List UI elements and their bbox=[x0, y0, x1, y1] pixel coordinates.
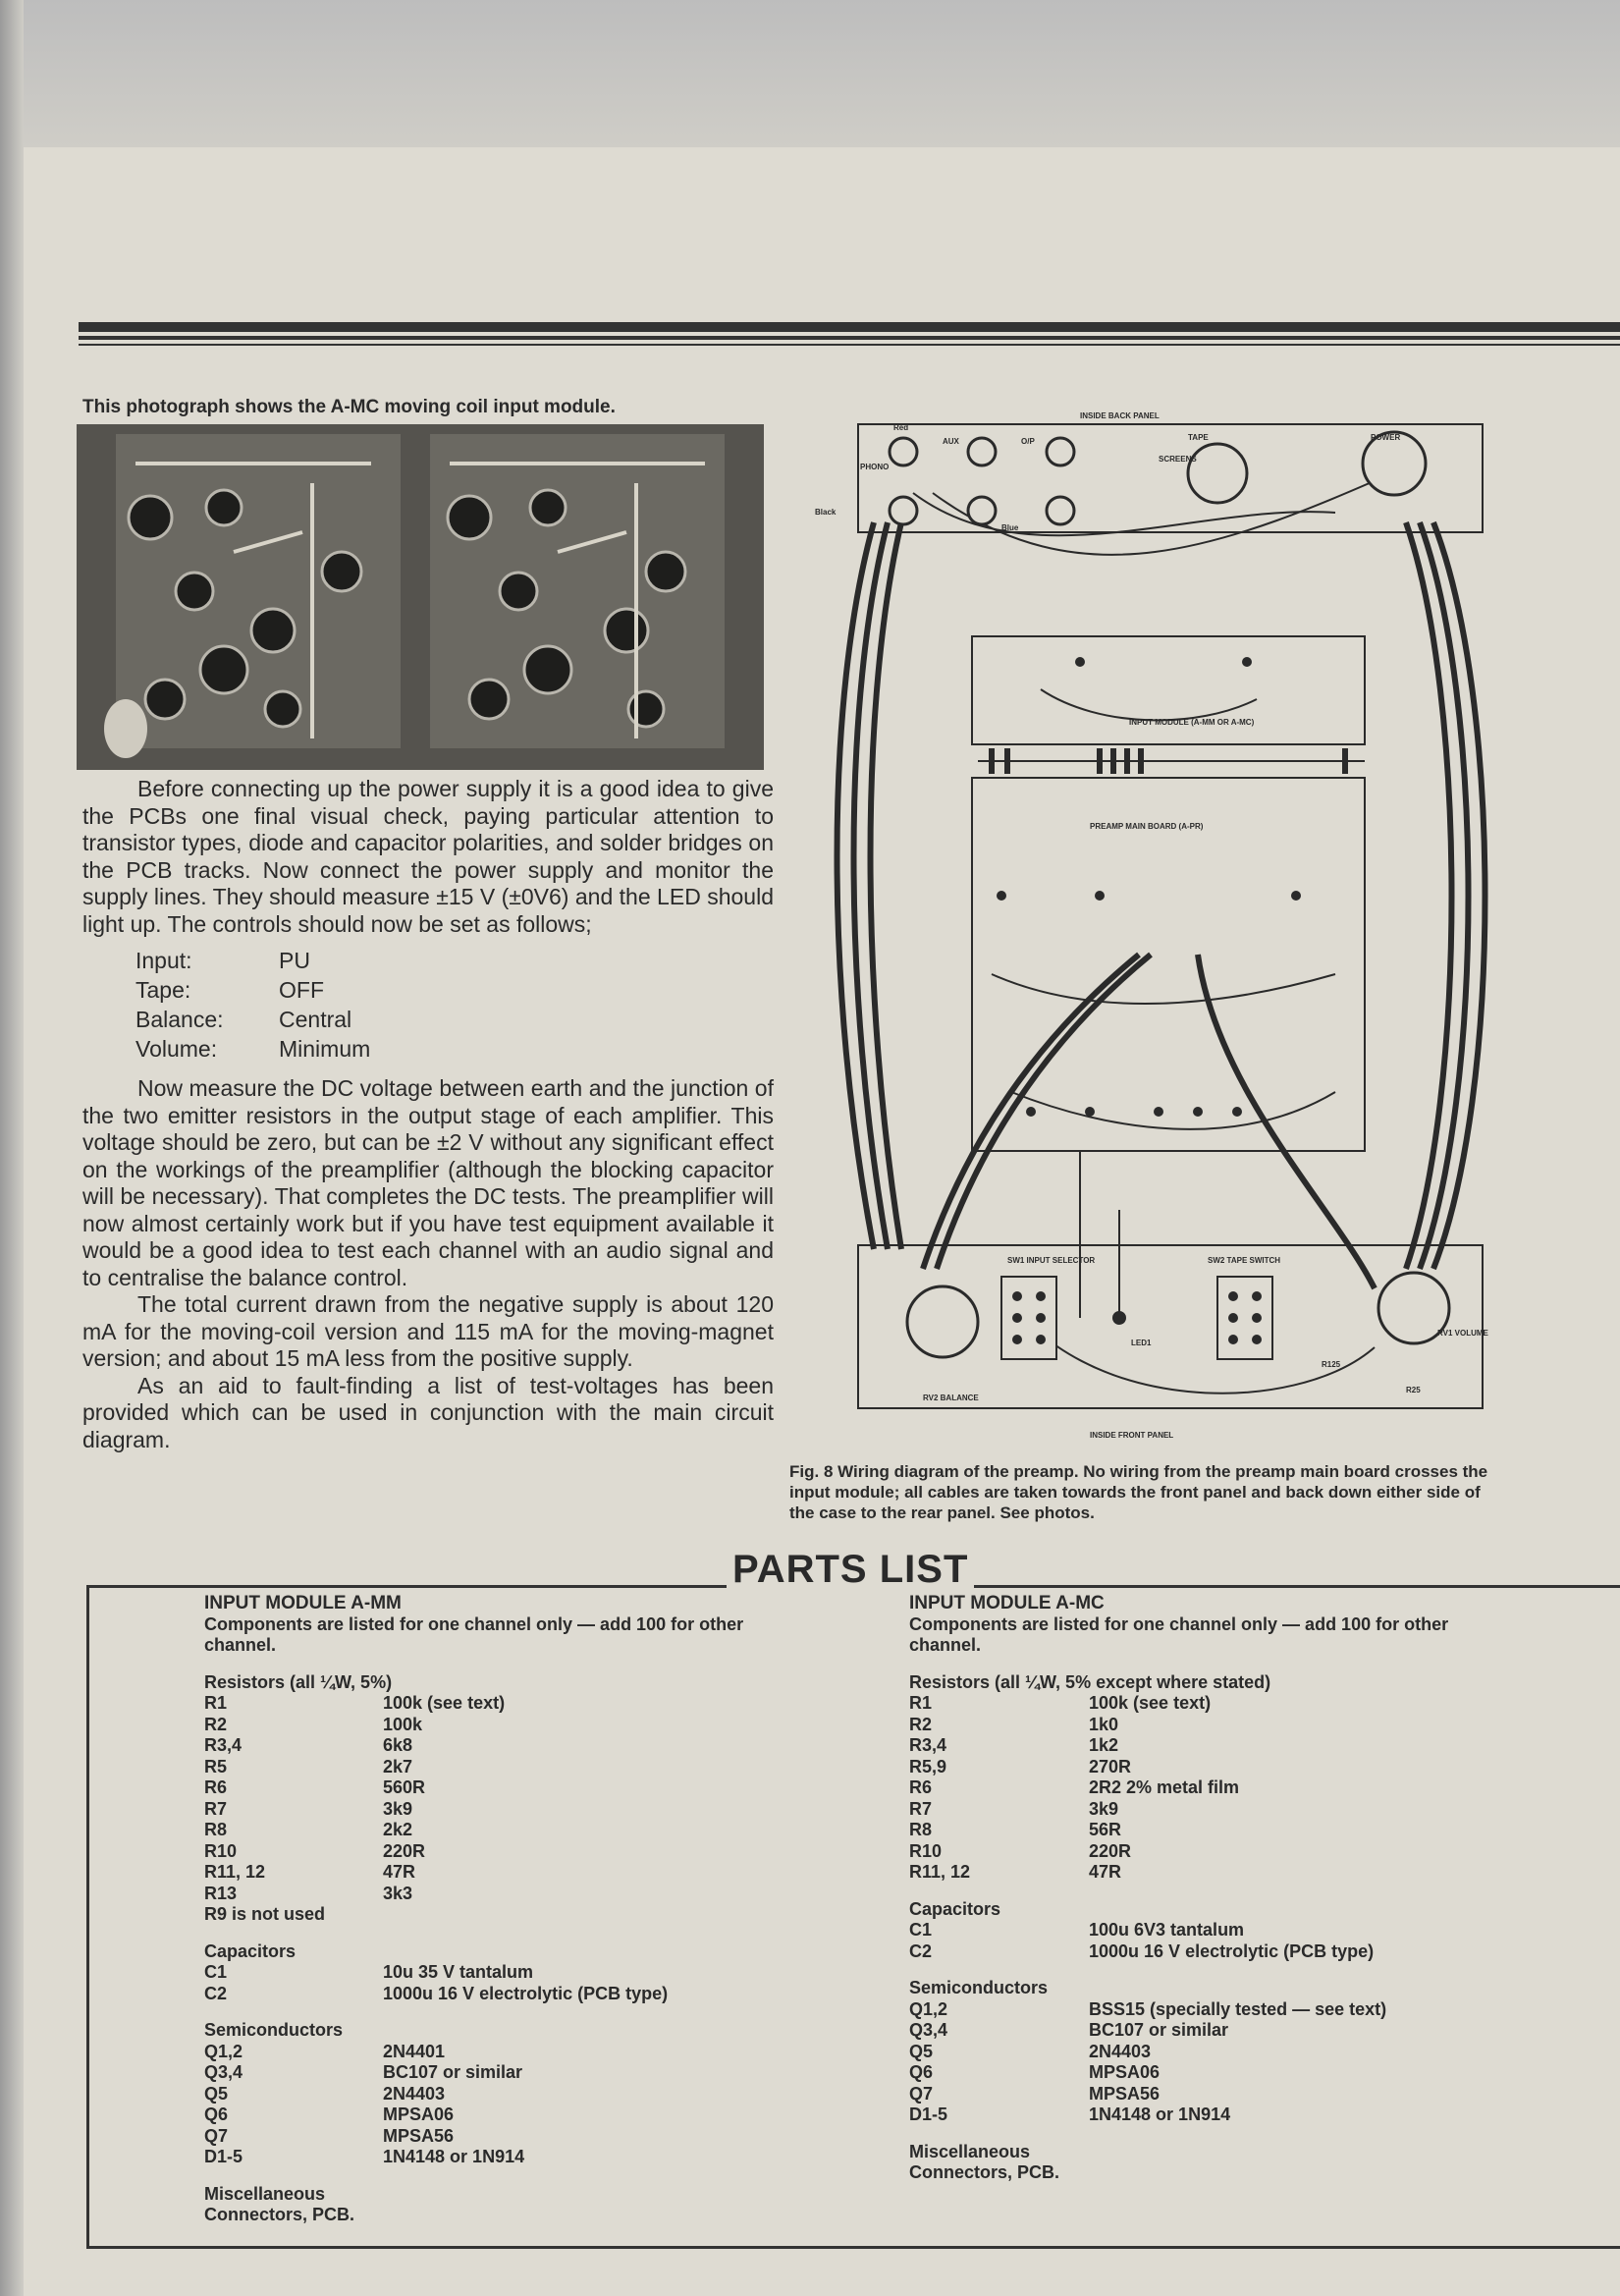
setting-row: Tape: OFF bbox=[135, 977, 324, 1003]
section-heading: Semiconductors bbox=[204, 2020, 344, 2040]
header-rule-thin bbox=[79, 336, 1620, 340]
part-row: Q6 MPSA06 bbox=[909, 2062, 1161, 2082]
part-row: R3,4 1k2 bbox=[909, 1735, 1119, 1755]
part-row: R6 2R2 2% metal film bbox=[909, 1777, 1240, 1797]
label-back-panel: INSIDE BACK PANEL bbox=[1080, 411, 1160, 420]
part-row: Q3,4 BC107 or similar bbox=[204, 2062, 523, 2082]
section-heading: Capacitors bbox=[909, 1898, 1001, 1919]
control-settings bbox=[135, 948, 774, 1066]
module-heading: INPUT MODULE A-MM bbox=[204, 1593, 402, 1613]
parts-column-mm bbox=[204, 1593, 793, 2226]
parts-column-mc bbox=[909, 1593, 1498, 2184]
part-row: R7 3k9 bbox=[204, 1798, 413, 1819]
label-rv1: RV1 VOLUME bbox=[1437, 1329, 1488, 1338]
module-heading: INPUT MODULE A-MC bbox=[909, 1593, 1105, 1613]
label-red: Red bbox=[893, 423, 909, 432]
section-heading: Miscellaneous bbox=[909, 2141, 1031, 2161]
misc-line: Connectors, PCB. bbox=[204, 2205, 355, 2224]
label-op: O/P bbox=[1021, 437, 1035, 446]
part-row: R10 220R bbox=[204, 1840, 426, 1861]
part-row: R7 3k9 bbox=[909, 1798, 1119, 1819]
part-row: Q1,2 2N4401 bbox=[204, 2041, 446, 2061]
part-row: Q5 2N4403 bbox=[909, 2041, 1152, 2061]
label-front-panel: INSIDE FRONT PANEL bbox=[1090, 1431, 1174, 1440]
part-row: R11, 12 47R bbox=[204, 1862, 416, 1882]
page-top-edge bbox=[0, 0, 1620, 147]
part-row: R5,9 270R bbox=[909, 1756, 1132, 1777]
part-row: R8 56R bbox=[909, 1820, 1122, 1839]
section-heading: Capacitors bbox=[204, 1941, 297, 1961]
part-row: R3,4 6k8 bbox=[204, 1735, 413, 1755]
label-rv2: RV2 BALANCE bbox=[923, 1394, 979, 1402]
wiring-diagram-drawing bbox=[785, 405, 1492, 1453]
part-row: Q7 MPSA56 bbox=[909, 2083, 1161, 2104]
label-r125: R125 bbox=[1322, 1360, 1341, 1369]
part-row: Q3,4 BC107 or similar bbox=[909, 2020, 1229, 2040]
label-main-board: PREAMP MAIN BOARD (A-PR) bbox=[1090, 822, 1204, 831]
section-heading: Miscellaneous bbox=[204, 2183, 326, 2204]
wiring-diagram bbox=[785, 405, 1492, 1453]
part-row: R1 100k (see text) bbox=[909, 1693, 1212, 1713]
paragraph-2: Now measure the DC voltage between earth and the junction of the two emitter resistors in the output stage of each amplifier. This voltage should be zero, but can be ±2 V without any significant effect on the workings of the preamplifier (although the blocking capacitor will be necessary). That completes the DC tests. The preamplifier will now almost certainly work but if you have test equipment available it would be a good idea to test each channel with an audio signal and to centralise the balance control. bbox=[82, 1075, 774, 1290]
part-row: R5 2k7 bbox=[204, 1756, 413, 1777]
label-sw1: SW1 INPUT SELECTOR bbox=[1007, 1256, 1096, 1265]
label-tape: TAPE bbox=[1188, 433, 1209, 442]
label-aux: AUX bbox=[943, 437, 959, 446]
figure-caption: Fig. 8 Wiring diagram of the preamp. No wiring from the preamp main board crosses the input module; all cables are taken towards the front panel and back down either side of the case to the rear panel. See photos. bbox=[789, 1462, 1488, 1522]
part-row: R10 220R bbox=[909, 1840, 1132, 1861]
body-text bbox=[82, 776, 774, 1453]
part-row: R13 3k3 bbox=[204, 1883, 413, 1903]
part-row: R1 100k (see text) bbox=[204, 1693, 506, 1713]
label-phono: PHONO bbox=[860, 463, 890, 471]
part-row: C2 1000u 16 V electrolytic (PCB type) bbox=[204, 1983, 669, 2003]
label-sw2: SW2 TAPE SWITCH bbox=[1208, 1256, 1281, 1265]
part-row: R11, 12 47R bbox=[909, 1862, 1122, 1882]
setting-row: Balance: Central bbox=[135, 1007, 352, 1032]
part-row: Q5 2N4403 bbox=[204, 2083, 446, 2104]
part-row: C2 1000u 16 V electrolytic (PCB type) bbox=[909, 1941, 1375, 1961]
part-row: R6 560R bbox=[204, 1777, 426, 1797]
section-heading: Resistors (all ¼W, 5%) bbox=[204, 1671, 393, 1692]
r9-note: R9 is not used bbox=[204, 1904, 326, 1924]
part-row: C1 100u 6V3 tantalum bbox=[909, 1920, 1245, 1940]
pcb-photo bbox=[77, 424, 764, 770]
header-rule bbox=[79, 322, 1620, 332]
paragraph-4: As an aid to fault-finding a list of test-voltages has been provided which can be used in conjunction with the main circuit diagram. bbox=[82, 1372, 774, 1452]
part-row: Q7 MPSA56 bbox=[204, 2125, 455, 2146]
part-row: Q6 MPSA06 bbox=[204, 2105, 455, 2124]
label-blue: Blue bbox=[1001, 523, 1019, 532]
label-r25: R25 bbox=[1406, 1386, 1421, 1394]
part-row: C1 10u 35 V tantalum bbox=[204, 1962, 534, 1982]
part-row: R2 1k0 bbox=[909, 1714, 1119, 1734]
label-led: LED1 bbox=[1131, 1339, 1152, 1347]
part-row: Q1,2 BSS15 (specially tested — see text) bbox=[909, 1998, 1387, 2019]
label-power: POWER bbox=[1371, 433, 1401, 442]
parts-list-title: PARTS LIST bbox=[727, 1548, 974, 1592]
section-heading: Resistors (all ¼W, 5% except where stated) bbox=[909, 1671, 1271, 1692]
module-note: Components are listed for one channel only — add 100 for other channel. bbox=[909, 1613, 1449, 1655]
photo-caption: This photograph shows the A-MC moving coil input module. bbox=[82, 397, 616, 417]
pcb-photo-drawing bbox=[77, 424, 764, 770]
label-input-module: INPUT MODULE (A-MM OR A-MC) bbox=[1129, 718, 1255, 727]
part-row: R2 100k bbox=[204, 1714, 423, 1734]
header-rule-hair bbox=[79, 344, 1620, 346]
setting-row: Volume: Minimum bbox=[135, 1036, 371, 1062]
part-row: R8 2k2 bbox=[204, 1820, 413, 1839]
page-left-edge bbox=[0, 0, 24, 2296]
label-screens: SCREENS bbox=[1159, 455, 1197, 464]
part-row: D1-5 1N4148 or 1N914 bbox=[909, 2105, 1231, 2124]
setting-row: Input: PU bbox=[135, 948, 310, 973]
module-note: Components are listed for one channel only — add 100 for other channel. bbox=[204, 1613, 744, 1655]
section-heading: Semiconductors bbox=[909, 1978, 1049, 1997]
misc-line: Connectors, PCB. bbox=[909, 2162, 1060, 2182]
paragraph-1: Before connecting up the power supply it is a good idea to give the PCBs one final visual check, paying particular attention to transistor types, diode and capacitor polarities, and solder bridges on the PCB tracks. Now connect the power supply and monitor the supply lines. They should measure ±15 V (±0V6) and the LED should light up. The controls should now be set as follows; bbox=[82, 776, 774, 937]
paragraph-3: The total current drawn from the negative supply is about 120 mA for the moving-coil version and 115 mA for the moving-magnet version; and about 15 mA less from the positive supply. bbox=[82, 1291, 774, 1371]
part-row: D1-5 1N4148 or 1N914 bbox=[204, 2147, 525, 2166]
label-black: Black bbox=[815, 508, 837, 517]
